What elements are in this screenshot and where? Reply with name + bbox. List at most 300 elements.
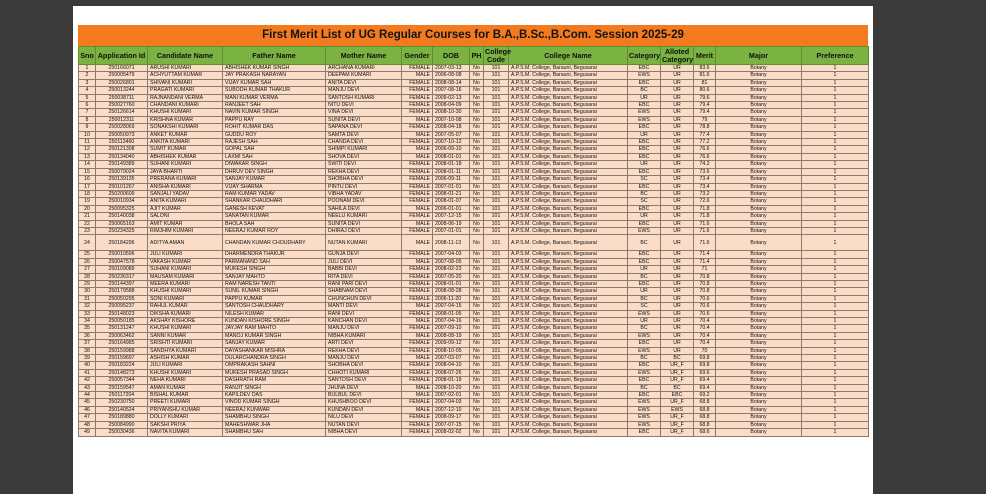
table-cell: 2007-02-01 bbox=[433, 392, 470, 399]
table-cell: 250148023 bbox=[96, 310, 148, 317]
table-cell: No bbox=[470, 340, 484, 347]
table-cell: BHOLA SAH bbox=[223, 220, 326, 227]
table-cell: NEERAJ KUMAR ROY bbox=[223, 227, 326, 234]
table-cell: 250012311 bbox=[96, 116, 148, 123]
table-cell: SANJALI YADAV bbox=[148, 190, 223, 197]
table-cell: MALE bbox=[402, 355, 433, 362]
table-cell: ADITYA AMAN bbox=[148, 235, 223, 251]
table-cell: No bbox=[470, 235, 484, 251]
table-cell: SUHANI KUMARI bbox=[148, 161, 223, 168]
table-cell: Botany bbox=[716, 318, 802, 325]
table-cell: 2008-08-28 bbox=[433, 288, 470, 295]
table-cell: RAJNANDANI VERMA bbox=[148, 94, 223, 101]
table-cell: 2007-03-07 bbox=[433, 355, 470, 362]
table-cell: 2008-10-20 bbox=[433, 384, 470, 391]
table-cell: UR_F bbox=[661, 399, 694, 406]
table-cell: 101 bbox=[484, 235, 509, 251]
table-cell: 250010934 bbox=[96, 198, 148, 205]
table-cell: MALE bbox=[402, 220, 433, 227]
table-cell: DIKSHA KUMARI bbox=[148, 310, 223, 317]
table-cell: Botany bbox=[716, 332, 802, 339]
table-cell: A.P.S.M. College, Barauni, Begusarai bbox=[509, 377, 628, 384]
table-row bbox=[79, 295, 869, 302]
table-cell: ARTI DEVI bbox=[326, 340, 402, 347]
table-cell: BULBUL DEVI bbox=[326, 392, 402, 399]
table-cell: 1 bbox=[802, 131, 869, 138]
table-cell: A.P.S.M. College, Barauni, Begusarai bbox=[509, 273, 628, 280]
table-cell: 46 bbox=[79, 406, 96, 413]
table-cell: Botany bbox=[716, 406, 802, 413]
table-cell: BC bbox=[628, 235, 661, 251]
table-cell: No bbox=[470, 258, 484, 265]
table-cell: 101 bbox=[484, 79, 509, 86]
table-cell: ACHYUTTAM KUMAR bbox=[148, 72, 223, 79]
table-cell: GUDDU ROY bbox=[223, 131, 326, 138]
table-row bbox=[79, 198, 869, 205]
table-cell: 101 bbox=[484, 227, 509, 234]
table-cell: FEMALE bbox=[402, 273, 433, 280]
table-cell: No bbox=[470, 124, 484, 131]
table-cell: 71.4 bbox=[694, 258, 716, 265]
column-header: Preference bbox=[802, 47, 869, 65]
table-cell: 101 bbox=[484, 399, 509, 406]
table-cell: A.P.S.M. College, Barauni, Begusarai bbox=[509, 384, 628, 391]
table-cell: 101 bbox=[484, 429, 509, 436]
table-cell: NAVITA KUMARI bbox=[148, 429, 223, 436]
table-cell: 101 bbox=[484, 72, 509, 79]
table-cell: UR_F bbox=[661, 421, 694, 428]
table-cell: SANTOSH DEVI bbox=[326, 377, 402, 384]
table-cell: 22 bbox=[79, 220, 96, 227]
table-cell: No bbox=[470, 355, 484, 362]
table-cell: RAM KUMAR YADAV bbox=[223, 190, 326, 197]
table-row bbox=[79, 325, 869, 332]
table-row bbox=[79, 213, 869, 220]
table-cell: 6 bbox=[79, 102, 96, 109]
table-cell: UR_F bbox=[661, 414, 694, 421]
table-cell: A.P.S.M. College, Barauni, Begusarai bbox=[509, 258, 628, 265]
table-cell: A.P.S.M. College, Barauni, Begusarai bbox=[509, 392, 628, 399]
table-cell: 1 bbox=[802, 79, 869, 86]
table-cell: 2006-08-08 bbox=[433, 72, 470, 79]
table-cell: No bbox=[470, 139, 484, 146]
table-cell: 70.6 bbox=[694, 310, 716, 317]
table-cell: A.P.S.M. College, Barauni, Begusarai bbox=[509, 325, 628, 332]
table-cell: A.P.S.M. College, Barauni, Begusarai bbox=[509, 332, 628, 339]
table-cell: Botany bbox=[716, 94, 802, 101]
table-cell: 101 bbox=[484, 369, 509, 376]
table-cell: PARMANAND SAH bbox=[223, 258, 326, 265]
table-cell: Botany bbox=[716, 146, 802, 153]
table-cell: 1 bbox=[802, 325, 869, 332]
table-cell: 2007-08-05 bbox=[433, 258, 470, 265]
table-cell: SHOBHA DEVI bbox=[326, 176, 402, 183]
table-cell: RAM NARESH TANTI bbox=[223, 280, 326, 287]
table-cell: Botany bbox=[716, 87, 802, 94]
table-cell: No bbox=[470, 369, 484, 376]
table-cell: UR bbox=[661, 124, 694, 131]
table-cell: BC bbox=[628, 325, 661, 332]
table-cell: UR bbox=[661, 139, 694, 146]
table-cell: 68.6 bbox=[694, 429, 716, 436]
table-row bbox=[79, 87, 869, 94]
table-cell: ANITA KUMARI bbox=[148, 198, 223, 205]
table-cell: 250038711 bbox=[96, 94, 148, 101]
table-cell: Botany bbox=[716, 198, 802, 205]
table-cell: EBC bbox=[628, 79, 661, 86]
table-cell: A.P.S.M. College, Barauni, Begusarai bbox=[509, 303, 628, 310]
table-cell: MALE bbox=[402, 406, 433, 413]
table-cell: No bbox=[470, 273, 484, 280]
table-cell: 1 bbox=[802, 392, 869, 399]
table-cell: No bbox=[470, 205, 484, 212]
table-cell: Botany bbox=[716, 362, 802, 369]
table-cell: 250027760 bbox=[96, 102, 148, 109]
table-cell: FEMALE bbox=[402, 65, 433, 72]
table-cell: No bbox=[470, 325, 484, 332]
table-cell: ASHISH KUMAR bbox=[148, 355, 223, 362]
table-cell: 1 bbox=[802, 251, 869, 258]
table-cell: A.P.S.M. College, Barauni, Begusarai bbox=[509, 94, 628, 101]
table-cell: 1 bbox=[802, 414, 869, 421]
table-cell: 250005479 bbox=[96, 72, 148, 79]
table-cell: 2007-05-07 bbox=[433, 131, 470, 138]
table-cell: AMAN KUMAR bbox=[148, 384, 223, 391]
table-cell: 101 bbox=[484, 124, 509, 131]
table-cell: CHANDAN KUMAR CHOUDHARY bbox=[223, 235, 326, 251]
table-cell: 81 bbox=[694, 79, 716, 86]
table-cell: MUKESH PRASAD SINGH bbox=[223, 369, 326, 376]
table-cell: A.P.S.M. College, Barauni, Begusarai bbox=[509, 116, 628, 123]
table-cell: 2008-06-19 bbox=[433, 220, 470, 227]
table-cell: EWS bbox=[628, 332, 661, 339]
table-cell: No bbox=[470, 79, 484, 86]
table-row bbox=[79, 399, 869, 406]
table-cell: CHUNCHUN DEVI bbox=[326, 295, 402, 302]
table-row bbox=[79, 310, 869, 317]
table-cell: ARUSHI KUMARI bbox=[148, 65, 223, 72]
table-cell: AJIT KUMAR bbox=[148, 205, 223, 212]
table-cell: PRAGATI KUMARI bbox=[148, 87, 223, 94]
table-cell: A.P.S.M. College, Barauni, Begusarai bbox=[509, 146, 628, 153]
table-cell: BC bbox=[661, 384, 694, 391]
table-cell: JULI KUMARI bbox=[148, 251, 223, 258]
table-cell: 101 bbox=[484, 198, 509, 205]
table-cell: 69.4 bbox=[694, 377, 716, 384]
table-cell: 70.8 bbox=[694, 280, 716, 287]
table-row bbox=[79, 79, 869, 86]
table-cell: 1 bbox=[802, 280, 869, 287]
table-cell: A.P.S.M. College, Barauni, Begusarai bbox=[509, 205, 628, 212]
table-cell: 1 bbox=[79, 65, 96, 72]
table-cell: A.P.S.M. College, Barauni, Begusarai bbox=[509, 227, 628, 234]
table-cell: No bbox=[470, 377, 484, 384]
table-cell: FEMALE bbox=[402, 347, 433, 354]
table-cell: BC bbox=[628, 273, 661, 280]
table-cell: 70.8 bbox=[694, 288, 716, 295]
table-cell: 250050185 bbox=[96, 318, 148, 325]
table-cell: No bbox=[470, 72, 484, 79]
table-cell: Botany bbox=[716, 310, 802, 317]
table-cell: 47 bbox=[79, 414, 96, 421]
table-cell: 2007-07-15 bbox=[433, 421, 470, 428]
table-row bbox=[79, 332, 869, 339]
table-cell: 69.2 bbox=[694, 392, 716, 399]
table-cell: 71 bbox=[694, 266, 716, 273]
table-cell: UR bbox=[628, 94, 661, 101]
table-cell: SHOVA DEVI bbox=[326, 153, 402, 160]
table-cell: A.P.S.M. College, Barauni, Begusarai bbox=[509, 109, 628, 116]
table-cell: 1 bbox=[802, 399, 869, 406]
table-cell: 69.8 bbox=[694, 362, 716, 369]
table-cell: No bbox=[470, 288, 484, 295]
table-cell: 250144397 bbox=[96, 280, 148, 287]
table-cell: No bbox=[470, 161, 484, 168]
column-header: DOB bbox=[433, 47, 470, 65]
table-cell: UR_F bbox=[661, 429, 694, 436]
table-row bbox=[79, 280, 869, 287]
table-cell: A.P.S.M. College, Barauni, Begusarai bbox=[509, 183, 628, 190]
table-row bbox=[79, 392, 869, 399]
table-cell: No bbox=[470, 116, 484, 123]
table-cell: 71.6 bbox=[694, 235, 716, 251]
table-cell: 9 bbox=[79, 124, 96, 131]
table-cell: No bbox=[470, 332, 484, 339]
table-cell: 2007-08-16 bbox=[433, 87, 470, 94]
table-cell: 101 bbox=[484, 355, 509, 362]
table-row bbox=[79, 318, 869, 325]
table-cell: FEMALE bbox=[402, 94, 433, 101]
table-cell: SHABNAM DEVI bbox=[326, 288, 402, 295]
table-cell: Botany bbox=[716, 273, 802, 280]
table-cell: 2007-04-03 bbox=[433, 251, 470, 258]
table-cell: 1 bbox=[802, 94, 869, 101]
table-cell: No bbox=[470, 280, 484, 287]
table-row bbox=[79, 384, 869, 391]
table-cell: 79.4 bbox=[694, 109, 716, 116]
table-cell: 76.6 bbox=[694, 146, 716, 153]
table-cell: 101 bbox=[484, 94, 509, 101]
table-cell: 101 bbox=[484, 325, 509, 332]
table-cell: BC bbox=[628, 190, 661, 197]
table-cell: FEMALE bbox=[402, 266, 433, 273]
table-row bbox=[79, 273, 869, 280]
table-cell: No bbox=[470, 227, 484, 234]
table-cell: UR bbox=[661, 220, 694, 227]
table-cell: 101 bbox=[484, 87, 509, 94]
table-cell: 101 bbox=[484, 213, 509, 220]
table-cell: Botany bbox=[716, 131, 802, 138]
table-cell: 2007-10-12 bbox=[433, 139, 470, 146]
table-cell: 250189880 bbox=[96, 414, 148, 421]
table-cell: UR bbox=[661, 303, 694, 310]
table-cell: 2007-04-16 bbox=[433, 318, 470, 325]
table-row bbox=[79, 146, 869, 153]
table-cell: BC bbox=[661, 355, 694, 362]
table-cell: 70 bbox=[694, 347, 716, 354]
table-cell: FEMALE bbox=[402, 251, 433, 258]
table-cell: 101 bbox=[484, 310, 509, 317]
table-cell: KUNDAN KISHORE SINGH bbox=[223, 318, 326, 325]
table-cell: PAPPU RAY bbox=[223, 116, 326, 123]
table-cell: EBC bbox=[628, 258, 661, 265]
table-row bbox=[79, 429, 869, 436]
table-cell: 70.6 bbox=[694, 303, 716, 310]
table-cell: Botany bbox=[716, 190, 802, 197]
table-row bbox=[79, 153, 869, 160]
table-cell: 250079024 bbox=[96, 168, 148, 175]
table-cell: 26 bbox=[79, 258, 96, 265]
table-cell: 2006-01-01 bbox=[433, 205, 470, 212]
table-cell: 77.2 bbox=[694, 139, 716, 146]
table-cell: A.P.S.M. College, Barauni, Begusarai bbox=[509, 288, 628, 295]
table-cell: Botany bbox=[716, 429, 802, 436]
table-cell: UR bbox=[661, 280, 694, 287]
table-cell: A.P.S.M. College, Barauni, Begusarai bbox=[509, 295, 628, 302]
table-cell: 1 bbox=[802, 198, 869, 205]
table-cell: 250013244 bbox=[96, 87, 148, 94]
table-cell: 81.6 bbox=[694, 72, 716, 79]
table-cell: 79 bbox=[694, 116, 716, 123]
table-cell: MALE bbox=[402, 384, 433, 391]
table-cell: A.P.S.M. College, Barauni, Begusarai bbox=[509, 347, 628, 354]
table-cell: 1 bbox=[802, 273, 869, 280]
table-cell: Botany bbox=[716, 205, 802, 212]
table-cell: ABHISHEK KUMAR SINGH bbox=[223, 65, 326, 72]
table-cell: 49 bbox=[79, 429, 96, 436]
table-row bbox=[79, 72, 869, 79]
table-cell: POONAM DEVI bbox=[326, 198, 402, 205]
table-cell: FEMALE bbox=[402, 213, 433, 220]
table-cell: 2008-01-01 bbox=[433, 280, 470, 287]
table-cell: Botany bbox=[716, 72, 802, 79]
table-cell: UR bbox=[661, 146, 694, 153]
table-cell: 101 bbox=[484, 258, 509, 265]
table-cell: 36 bbox=[79, 332, 96, 339]
table-cell: NAVIN KUMAR SINGH bbox=[223, 109, 326, 116]
table-cell: 101 bbox=[484, 251, 509, 258]
column-header: Merit bbox=[694, 47, 716, 65]
table-cell: AKSHAY KISHORE bbox=[148, 318, 223, 325]
table-cell: 2009-02-13 bbox=[433, 94, 470, 101]
column-header: Candidate Name bbox=[148, 47, 223, 65]
table-cell: Botany bbox=[716, 295, 802, 302]
table-cell: 250030436 bbox=[96, 429, 148, 436]
table-cell: No bbox=[470, 183, 484, 190]
table-body bbox=[79, 65, 869, 437]
table-cell: MALE bbox=[402, 392, 433, 399]
table-cell: SANATAN KUMAR bbox=[223, 213, 326, 220]
column-header: Mother Name bbox=[326, 47, 402, 65]
table-cell: MALE bbox=[402, 258, 433, 265]
table-cell: 2007-05-20 bbox=[433, 273, 470, 280]
table-cell: A.P.S.M. College, Barauni, Begusarai bbox=[509, 213, 628, 220]
table-cell: SONI KUMARI bbox=[148, 295, 223, 302]
table-cell: No bbox=[470, 347, 484, 354]
table-cell: KHUSHI KUMARI bbox=[148, 369, 223, 376]
table-cell: ANKITA KUMARI bbox=[148, 139, 223, 146]
table-cell: RAHUL KUMAR bbox=[148, 303, 223, 310]
table-cell: SHIMPI KUMARI bbox=[326, 146, 402, 153]
table-cell: 101 bbox=[484, 176, 509, 183]
table-cell: A.P.S.M. College, Barauni, Begusarai bbox=[509, 369, 628, 376]
table-cell: EBC bbox=[628, 251, 661, 258]
table-cell: NUTAN DEVI bbox=[326, 421, 402, 428]
table-row bbox=[79, 183, 869, 190]
table-cell: 2006-09-10 bbox=[433, 146, 470, 153]
table-cell: NUTAN KUMARI bbox=[326, 235, 402, 251]
table-cell: FEMALE bbox=[402, 288, 433, 295]
table-row bbox=[79, 406, 869, 413]
table-cell: UR bbox=[661, 273, 694, 280]
table-cell: UR bbox=[661, 65, 694, 72]
table-cell: UR bbox=[661, 310, 694, 317]
table-cell: VINOD KUMAR SINGH bbox=[223, 399, 326, 406]
table-cell: A.P.S.M. College, Barauni, Begusarai bbox=[509, 153, 628, 160]
table-cell: 77.4 bbox=[694, 131, 716, 138]
table-cell: SHOBHA DEVI bbox=[326, 362, 402, 369]
table-cell: DHRUV DEV SINGH bbox=[223, 168, 326, 175]
table-cell: VINA DEVI bbox=[326, 109, 402, 116]
table-cell: 250179588 bbox=[96, 288, 148, 295]
table-cell: 2007-12-10 bbox=[433, 406, 470, 413]
table-cell: A.P.S.M. College, Barauni, Begusarai bbox=[509, 87, 628, 94]
table-cell: EBC bbox=[628, 392, 661, 399]
table-cell: FEMALE bbox=[402, 421, 433, 428]
table-cell: SANTOSH CHAUDHARY bbox=[223, 303, 326, 310]
table-cell: PRERANA KUMARI bbox=[148, 176, 223, 183]
table-cell: Botany bbox=[716, 266, 802, 273]
table-cell: No bbox=[470, 318, 484, 325]
table-cell: UR bbox=[661, 235, 694, 251]
table-cell: A.P.S.M. College, Barauni, Begusarai bbox=[509, 340, 628, 347]
table-cell: 101 bbox=[484, 295, 509, 302]
table-cell: UR bbox=[661, 266, 694, 273]
table-cell: 12 bbox=[79, 146, 96, 153]
table-cell: 1 bbox=[802, 65, 869, 72]
table-cell: RITA DEVI bbox=[326, 273, 402, 280]
table-cell: 31 bbox=[79, 295, 96, 302]
table-cell: 101 bbox=[484, 384, 509, 391]
table-cell: 44 bbox=[79, 392, 96, 399]
table-cell: LAXMI SAH bbox=[223, 153, 326, 160]
table-cell: UR bbox=[661, 347, 694, 354]
table-cell: PINTU DEVI bbox=[326, 183, 402, 190]
table-row bbox=[79, 340, 869, 347]
table-row bbox=[79, 347, 869, 354]
table-cell: SRISHTI KUMARI bbox=[148, 340, 223, 347]
table-cell: EBC bbox=[661, 392, 694, 399]
table-cell: 1 bbox=[802, 205, 869, 212]
table-cell: 48 bbox=[79, 421, 96, 428]
table-cell: MANOJ KUMAR SINGH bbox=[223, 332, 326, 339]
table-cell: 250166071 bbox=[96, 65, 148, 72]
table-row bbox=[79, 220, 869, 227]
table-cell: SAHILA DEVI bbox=[326, 205, 402, 212]
table-cell: 1 bbox=[802, 303, 869, 310]
table-cell: A.P.S.M. College, Barauni, Begusarai bbox=[509, 102, 628, 109]
table-cell: 78.8 bbox=[694, 124, 716, 131]
table-cell: 101 bbox=[484, 146, 509, 153]
table-cell: JULI DEVI bbox=[326, 258, 402, 265]
table-cell: 34 bbox=[79, 318, 96, 325]
table-cell: Botany bbox=[716, 340, 802, 347]
table-cell: UR bbox=[661, 94, 694, 101]
table-cell: 7 bbox=[79, 109, 96, 116]
table-cell: 1 bbox=[802, 340, 869, 347]
table-cell: A.P.S.M. College, Barauni, Begusarai bbox=[509, 79, 628, 86]
table-cell: 2008-01-19 bbox=[433, 377, 470, 384]
